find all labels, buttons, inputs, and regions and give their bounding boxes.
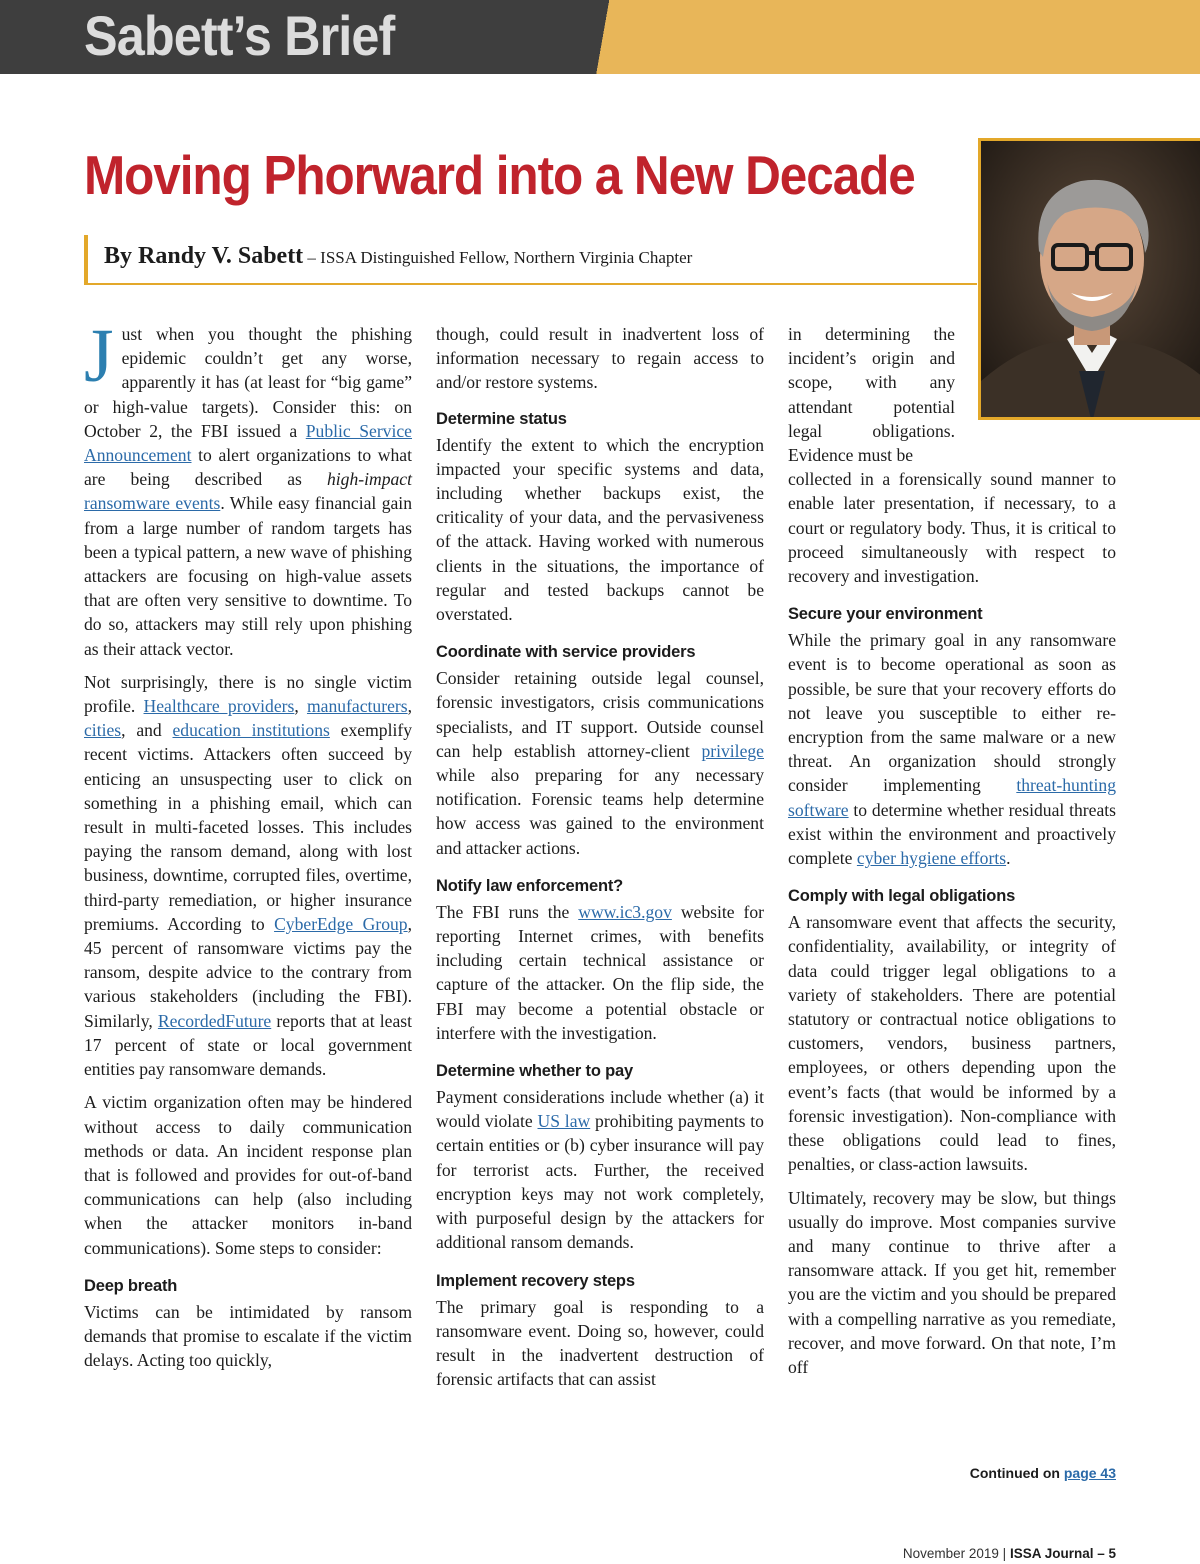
- byline-author: By Randy V. Sabett: [104, 243, 304, 269]
- text-span: . While easy financial gain from a large number of random targets has been a typical pattern, a new wave of phishing attackers are focusing on high-value assets that are often very sensitive to downtime. To do so, attackers may still rely upon phishing as their attack vector.: [84, 493, 412, 659]
- paragraph-recovery-steps: The primary goal is responding to a ransomware event. Doing so, however, could result in the inadvertent destruction of forensic artifacts that can assist: [436, 1296, 764, 1390]
- drop-cap: J: [84, 314, 114, 398]
- text-span: exemplify recent victims. Attackers often succeed by enticing an unsuspecting user to click on something in a phishing email, which can result in multi-faceted losses. This includes paying the ransom demand, along with lost business, downtime, corrupted files, overtime, third-party remediation, or higher insurance premiums. According to: [84, 720, 412, 934]
- continued-label: Continued on: [969, 1465, 1064, 1481]
- heading-secure-environment: Secure your environment: [788, 605, 983, 624]
- link-cities[interactable]: cities: [84, 720, 122, 741]
- text-span: Consider retaining outside legal counsel, forensic investigators, crisis communications specialists, and IT support. Outside counsel can help establish attorney-client: [436, 668, 764, 761]
- article-column-3: [788, 322, 1116, 1379]
- link-manufacturers[interactable]: manufacturers: [306, 696, 408, 717]
- heading-determine-status: Determine status: [436, 409, 567, 428]
- paragraph-continuation-narrow: in determining the incident’s origin and scope, with any attendant potential legal obligations. Evidence must be: [788, 324, 955, 466]
- link-education-institutions[interactable]: education institutions: [172, 720, 330, 741]
- text-span: Not surprisingly, there is no single victim profile.: [84, 671, 412, 717]
- continued-note: [970, 1465, 1116, 1481]
- link-us-law[interactable]: US law: [537, 1111, 591, 1132]
- heading-legal-obligations: Comply with legal obligations: [788, 887, 1016, 906]
- heading-deep-breath: Deep breath: [84, 1276, 178, 1295]
- text-span: ,: [294, 696, 307, 717]
- paragraph-continuation-full: collected in a forensically sound manner to enable later presentation, if necessary, to a court or regulatory body. Thus, it is critical to proceed simultaneously with respect to recovery and investigation.: [788, 469, 1116, 587]
- text-span: prohibiting payments to certain entities or (b) cyber insurance will pay for terrorist acts. Further, the received encryption keys may not work completely, with purposeful design by the attackers for additional ransom demands.: [436, 1111, 764, 1253]
- column-title: Sabett’s Brief: [84, 4, 395, 67]
- text-span: .: [1006, 848, 1011, 869]
- emphasis-text: high-impact: [326, 469, 412, 490]
- article-headline: Moving Phorward into a New Decade: [84, 144, 915, 206]
- paragraph-determine-pay: [436, 1085, 764, 1254]
- text-span: ust when you thought the phishing epidemic couldn’t get any worse, apparently it has (at least for “big game” or high-value targets). Consider this: on October 2, the FBI issued a: [84, 324, 412, 441]
- heading-recovery-steps: Implement recovery steps: [436, 1271, 635, 1290]
- page-footer: [903, 1546, 1116, 1561]
- link-privilege[interactable]: privilege: [701, 740, 764, 761]
- text-span: Payment considerations include whether (a) it would violate: [436, 1087, 764, 1132]
- heading-determine-pay: Determine whether to pay: [436, 1062, 633, 1081]
- paragraph-notify-law-enforcement: [436, 900, 764, 1045]
- byline: [84, 235, 977, 285]
- header-band: [0, 0, 1200, 74]
- link-healthcare-providers[interactable]: Healthcare providers: [143, 696, 295, 717]
- text-span: The FBI runs the: [436, 901, 579, 922]
- text-span: reports that at least 17 percent of state or local government entities pay ransomware demands.: [84, 1010, 412, 1080]
- byline-affiliation: – ISSA Distinguished Fellow, Northern Virginia Chapter: [303, 248, 693, 267]
- footer-date: November 2019 |: [902, 1546, 1010, 1561]
- paragraph-determine-status: Identify the extent to which the encryption impacted your specific systems and data, including whether backups exist, the criticality of your data, and the pervasiveness of the attack. Having worked with numerous clients in the situations, the importance of regular and tested backups cannot be overstated.: [436, 434, 764, 625]
- link-ic3-gov[interactable]: www.ic3.gov: [578, 901, 672, 922]
- paragraph-intro: [84, 314, 412, 661]
- paragraph-victim-profile: [84, 670, 412, 1081]
- text-span: while also preparing for any necessary notification. Forensic teams help determine how access was gained to the environment and attacker actions.: [436, 765, 764, 858]
- link-recordedfuture[interactable]: RecordedFuture: [157, 1010, 272, 1031]
- article-column-2: [436, 322, 764, 1391]
- text-span: While the primary goal in any ransomware event is to become operational as soon as possible, be sure that your recovery efforts do not leave you susceptible to either re-encryption from the same malware or a new threat. An organization should strongly consider implementing: [788, 630, 1116, 796]
- link-public-service-announcement[interactable]: Public Service Announcement: [84, 420, 412, 466]
- text-span: , 45 percent of ransomware victims pay the ransom, despite advice to the contrary from various stakeholders (including the FBI). Similarly,: [84, 913, 413, 1031]
- link-threat-hunting-software[interactable]: threat-hunting software: [788, 775, 1116, 820]
- article-column-1: [84, 314, 413, 1372]
- link-ransomware-events[interactable]: ransomware events: [84, 493, 221, 514]
- paragraph-continuation: though, could result in inadvertent loss of information necessary to regain access to and/or restore systems.: [436, 324, 764, 393]
- text-span: to determine whether residual threats exist within the environment and proactively complete: [788, 799, 1116, 869]
- link-continued-page[interactable]: page 43: [1063, 1465, 1116, 1481]
- paragraph-ultimately: Ultimately, recovery may be slow, but things usually do improve. Most companies survive and many continue to thrive after a ransomware attack. If you get hit, remember you are the victim and you should be prepared with a compelling narrative as you remediate, recover, and move forward. On that note, I’m off: [788, 1187, 1116, 1377]
- text-span: to alert organizations to what are being described as: [84, 445, 412, 490]
- footer-journal-page: ISSA Journal – 5: [1009, 1546, 1116, 1561]
- text-span: ,: [407, 696, 412, 717]
- paragraph-coordinate-providers: [436, 666, 764, 860]
- paragraph-legal-obligations: A ransomware event that affects the security, confidentiality, availability, or integrity of data could trigger legal obligations to a variety of stakeholders. There are potential statutory or contractual notice obligations to customers, vendors, business partners, employees, or others depending upon the event’s facts (that would be informed by a forensic investigation). Non-compliance with these obligations could lead to fines, penalties, or class-action lawsuits.: [788, 912, 1116, 1175]
- link-cyber-hygiene-efforts[interactable]: cyber hygiene efforts: [856, 848, 1007, 869]
- link-cyberedge-group[interactable]: CyberEdge Group: [274, 913, 408, 934]
- text-span: website for reporting Internet crimes, with benefits including certain technical assistance or capture of the attacker. On the flip side, the FBI may become a potential obstacle or interfere with the investigation.: [436, 901, 764, 1043]
- heading-notify-law-enforcement: Notify law enforcement?: [436, 876, 624, 895]
- paragraph-deep-breath: Victims can be intimidated by ransom demands that promise to escalate if the victim delays. Acting too quickly,: [84, 1301, 412, 1371]
- heading-coordinate-providers: Coordinate with service providers: [436, 643, 696, 662]
- paragraph-victim-organization: A victim organization often may be hindered without access to daily communication methods or data. An incident response plan that is followed and provides for out-of-band communications can help (also including when the attacker monitors in-band communications). Some steps to consider:: [84, 1092, 412, 1258]
- paragraph-secure-environment: [788, 628, 1116, 870]
- text-span: , and: [121, 720, 173, 741]
